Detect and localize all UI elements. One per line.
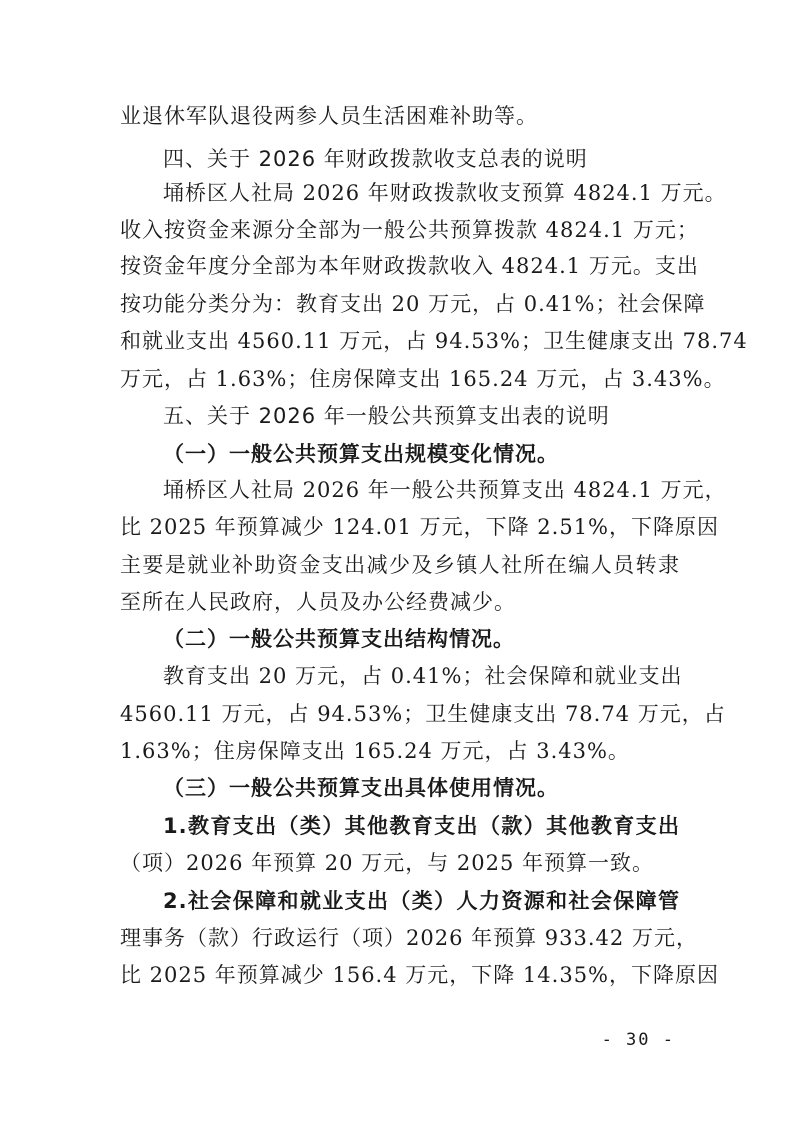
paragraph-line: 埇桥区人社局 2026 年一般公共预算支出 4824.1 万元， <box>163 478 727 502</box>
paragraph-line: 按资金年度分全部为本年财政拨款收入 4824.1 万元。支出 <box>120 254 699 278</box>
paragraph-line: 收入按资金来源分全部为一般公共预算拨款 4824.1 万元； <box>120 218 699 242</box>
subsection-heading-1: （一）一般公共预算支出规模变化情况。 <box>163 442 559 466</box>
paragraph-line: 理事务（款）行政运行（项）2026 年预算 933.42 万元， <box>120 926 698 950</box>
paragraph-line: 按功能分类分为：教育支出 20 万元，占 0.41%；社会保障 <box>120 292 706 316</box>
item-heading-1: 1.教育支出（类）其他教育支出（款）其他教育支出 <box>163 814 680 838</box>
subsection-heading-2: （二）一般公共预算支出结构情况。 <box>163 627 515 651</box>
paragraph-line: 教育支出 20 万元，占 0.41%；社会保障和就业支出 <box>163 664 683 688</box>
paragraph-line: 比 2025 年预算减少 156.4 万元，下降 14.35%，下降原因 <box>120 963 720 987</box>
paragraph-line: （项）2026 年预算 20 万元，与 2025 年预算一致。 <box>120 851 654 875</box>
paragraph-line: 4560.11 万元，占 94.53%；卫生健康支出 78.74 万元，占 <box>120 702 726 726</box>
paragraph-line: 业退休军队退役两参人员生活困难补助等。 <box>120 104 538 128</box>
paragraph-line: 埇桥区人社局 2026 年财政拨款收支预算 4824.1 万元。 <box>163 181 727 205</box>
page-number: - 30 - <box>601 1030 675 1050</box>
paragraph-line: 比 2025 年预算减少 124.01 万元，下降 2.51%，下降原因 <box>120 515 720 539</box>
item-heading-2: 2.社会保障和就业支出（类）人力资源和社会保障管 <box>163 889 680 913</box>
paragraph-line: 万元，占 1.63%；住房保障支出 165.24 万元，占 3.43%。 <box>120 367 726 391</box>
subsection-heading-3: （三）一般公共预算支出具体使用情况。 <box>163 776 559 800</box>
section-heading-5: 五、关于 2026 年一般公共预算支出表的说明 <box>163 404 610 428</box>
paragraph-line: 至所在人民政府，人员及办公经费减少。 <box>120 590 516 614</box>
paragraph-line: 1.63%；住房保障支出 165.24 万元，占 3.43%。 <box>120 739 630 763</box>
paragraph-line: 主要是就业补助资金支出减少及乡镇人社所在编人员转隶 <box>120 553 680 577</box>
paragraph-line: 和就业支出 4560.11 万元，占 94.53%；卫生健康支出 78.74 <box>120 329 748 353</box>
section-heading-4: 四、关于 2026 年财政拨款收支总表的说明 <box>163 147 588 171</box>
